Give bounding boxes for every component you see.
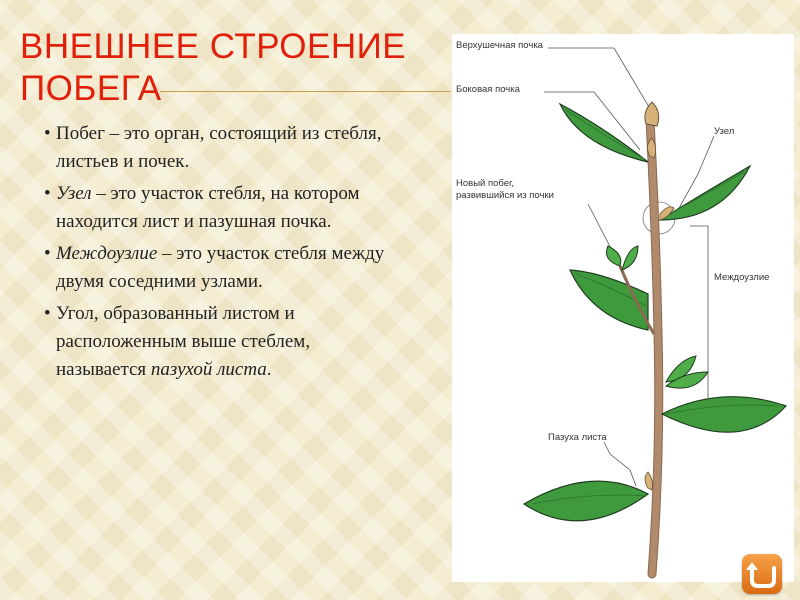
axillary-bud-lower — [645, 472, 653, 490]
label-node: Узел — [714, 126, 735, 137]
slide-title-line-2: ПОБЕГА — [20, 69, 162, 108]
bullet-node-text: – это участок стебля, на котором находится лист и пазушная почка. — [56, 183, 360, 232]
label-apical-bud: Верхушечная почка — [456, 40, 543, 51]
leader-apical-bud — [548, 48, 652, 112]
title-underline — [160, 91, 450, 92]
label-lateral-bud: Боковая почка — [456, 84, 520, 95]
bullet-leaf-axil — [40, 300, 400, 384]
shoot-drawing — [452, 34, 794, 582]
term-internode: Междоузлие — [56, 243, 158, 264]
bullet-node — [40, 180, 400, 236]
leaf-middle-right — [662, 397, 786, 432]
leaf-lower-left — [524, 481, 648, 521]
leader-lateral-bud — [544, 92, 640, 150]
label-new-shoot — [456, 178, 554, 202]
label-leaf-axil: Пазуха листа — [548, 432, 607, 443]
return-arrow-icon — [742, 554, 782, 594]
bullet-shoot — [40, 120, 400, 176]
bullet-internode-text: – это участок стебля между двумя соседними узлами. — [56, 243, 385, 292]
new-shoot-leaf-2 — [622, 246, 638, 270]
new-shoot-leaf-1 — [607, 246, 621, 266]
term-leaf-axil: пазухой листа — [150, 359, 267, 380]
bullet-leaf-axil-lead: Угол, образованный листом и расположенным выше стеблем, называется — [56, 303, 311, 380]
term-node: Узел — [56, 183, 92, 204]
apical-bud — [645, 102, 659, 126]
definition-list — [40, 120, 400, 388]
leader-leaf-axil — [604, 442, 636, 486]
return-button[interactable] — [742, 554, 782, 594]
slide-title — [20, 26, 406, 110]
label-new-shoot-line-1: Новый побег, — [456, 178, 514, 189]
shoot-illustration — [452, 34, 794, 582]
slide-title-line-1: ВНЕШНЕЕ СТРОЕНИЕ — [20, 27, 407, 66]
label-internode: Междоузлие — [714, 272, 770, 283]
bullet-internode — [40, 240, 400, 296]
bullet-leaf-axil-tail: . — [266, 359, 272, 380]
bullet-shoot-text: Побег – это орган, состоящий из стебля, листьев и почек. — [56, 123, 382, 172]
label-new-shoot-line-2: развившийся из почки — [456, 190, 554, 201]
